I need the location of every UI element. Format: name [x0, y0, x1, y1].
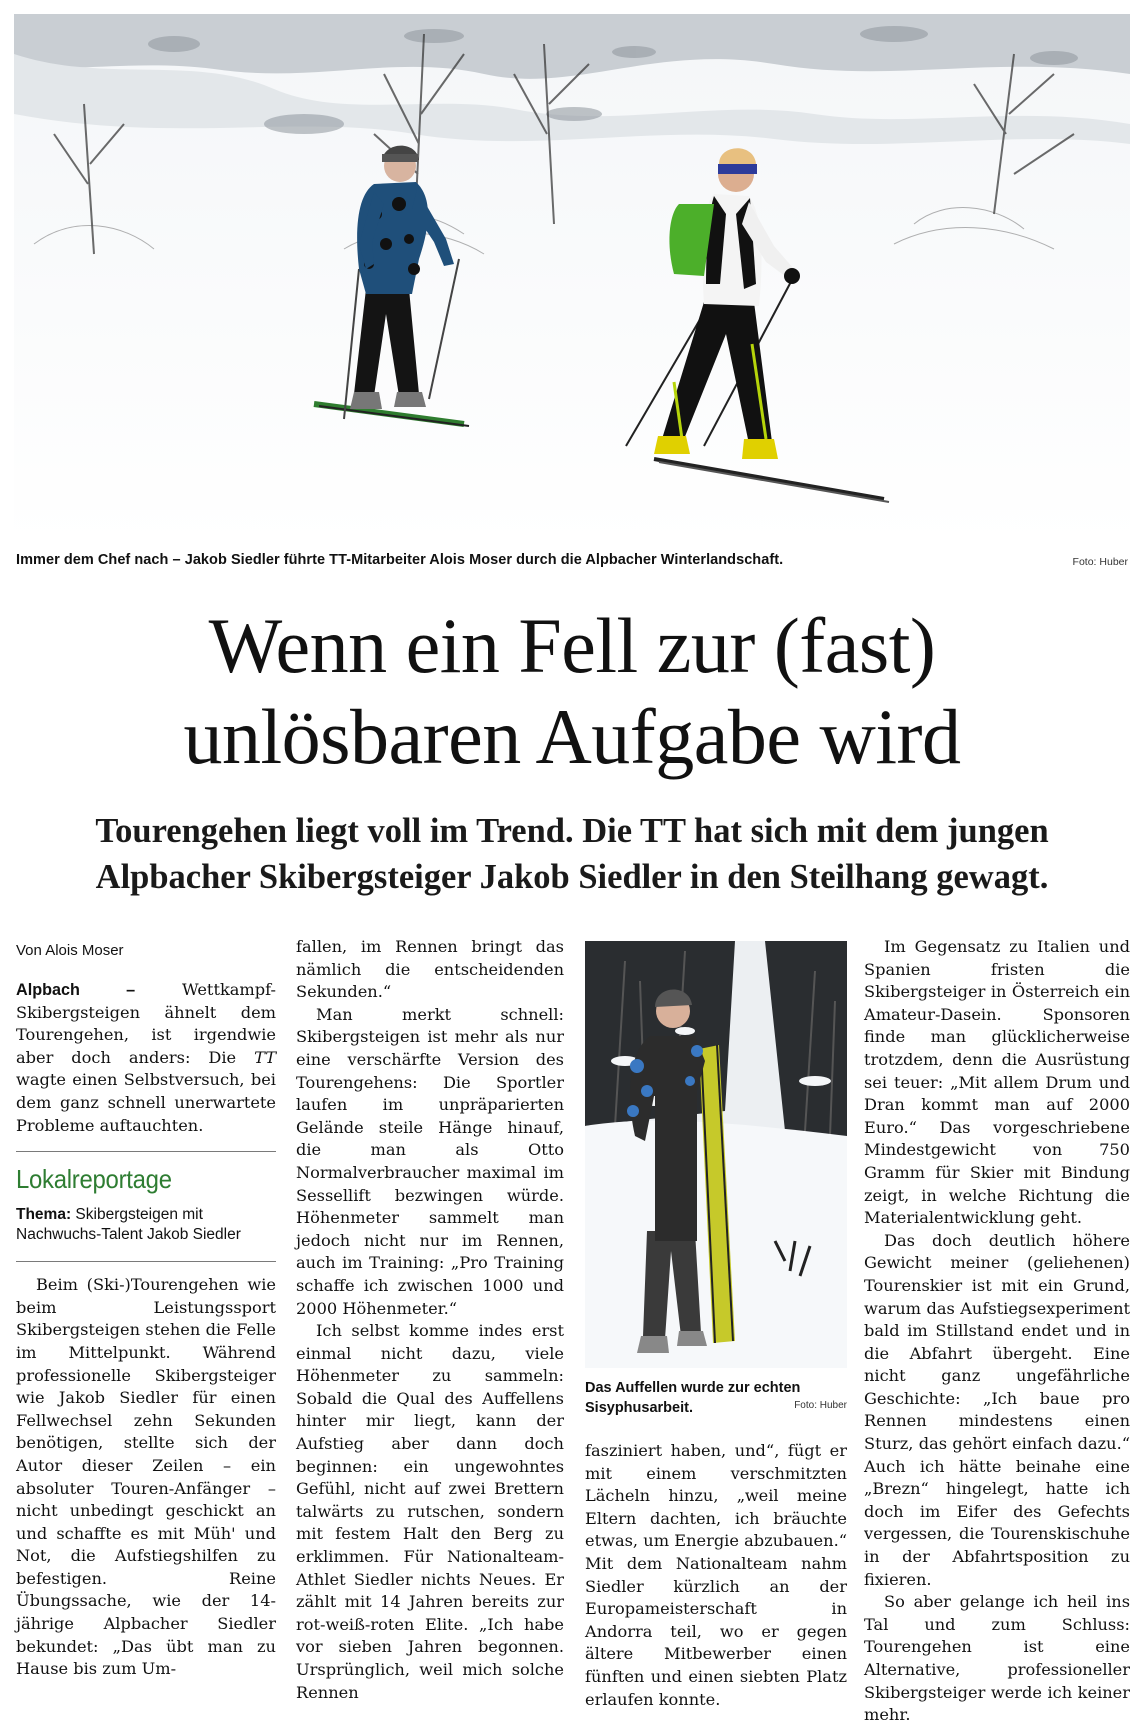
paragraph: Man merkt schnell: Skibergsteigen ist mehr als nur eine verschärfte Version des Tourengehens: Die Sportler laufen im unpräparierten Gelände steile Hänge hinauf, die man als Otto Normalverbraucher maximal im Sessellift bezwingen würde. Höhenmeter sammelt man jedoch nicht nur im Rennen, auch im Training: „Pro Training schaffe ich zwischen 1000 und 2000 Höhenmeter.“ — [296, 1004, 564, 1318]
paragraph: So aber gelange ich heil ins Tal und zum Schluss: Tourengehen ist eine Alternative, professioneller Skibergsteiger werde ich keiner mehr. — [864, 1592, 1130, 1725]
divider — [16, 1261, 276, 1262]
top-photo-caption-row — [16, 552, 1128, 578]
side-photo-credit: Foto: Huber — [794, 1400, 847, 1411]
side-photo-caption: Das Auffellen wurde zur echten Sisyphusarbeit. — [585, 1380, 801, 1416]
dateline: Alpbach – — [16, 981, 136, 999]
lead-text-a: Wettkampf-Skibergsteigen ähnelt dem Tourengehen, ist irgendwie aber doch anders: Die — [16, 980, 276, 1067]
column-3 — [585, 941, 847, 1711]
lead-paragraph — [16, 979, 276, 1137]
top-photo-credit: Foto: Huber — [1072, 556, 1128, 568]
section-label: Lokalreportage — [16, 1164, 172, 1195]
side-photo-caption-block — [585, 1378, 847, 1418]
headline-line-2: unlösbaren Aufgabe wird — [183, 693, 961, 780]
subheadline-line-2: Alpbacher Skibergsteiger Jakob Siedler in den Steilhang gewagt. — [95, 858, 1049, 896]
paragraph: Im Gegensatz zu Italien und Spanien fristen die Skibergsteiger in Österreich ein Amateur-Dasein. Sponsoren finde man glücklicherweise trotzdem, denn die Ausrüstung sei teuer: „Mit allem Drum und Dran kommt man auf 2000 Euro.“ Das vorgeschriebene Mindestgewicht von 750 Gramm für Skier mit Bindung zeigt, in welche Richtung die Materialentwicklung geht. — [864, 937, 1130, 1228]
subheadline — [0, 808, 1144, 900]
body-column-4 — [864, 936, 1130, 1727]
paragraph: Ich selbst komme indes erst einmal nicht dazu, viele Höhenmeter zu sammeln: Sobald die Qual des Auffellens hinter mir liegt, kann der Aufstieg aber dann doch beginnen: ein ungewohntes Gefühl, nicht auf zwei Brettern talwärts zu rutschen, sondern mit festem Halt den Berg zu erklimmen. Für Nationalteam-Athlet Siedler nichts Neues. Er zählt mit 14 Jahren bereits zur rot-weiß-roten Elite. „Ich habe vor sieben Jahren begonnen. Ursprünglich, weil mich solche Rennen — [296, 1321, 564, 1702]
paragraph: fasziniert haben, und“, fügt er mit einem verschmitzten Lächeln hinzu, „weil meine Eltern dachten, ich bräuchte etwas, um Energie abzubauen.“ Mit dem Nationalteam nahm Siedler kürzlich an der Europameisterschaft in Andorra teil, wo er gegen ältere Mitbewerber einen fünften und einen siebten Platz erlaufen konnte. — [585, 1441, 847, 1709]
column-1 — [16, 941, 276, 1681]
column-4 — [864, 936, 1130, 1727]
headline — [0, 600, 1144, 782]
column-2 — [296, 936, 564, 1704]
topic-label: Thema: — [16, 1206, 72, 1224]
body-column-2 — [296, 936, 564, 1704]
byline: Von Alois Moser — [16, 942, 124, 959]
top-photo — [14, 14, 1130, 544]
body-column-1 — [16, 1274, 276, 1681]
headline-line-1: Wenn ein Fell zur (fast) — [208, 602, 936, 689]
subheadline-line-1: Tourengehen liegt voll im Trend. Die TT hat sich mit dem jungen — [95, 812, 1049, 850]
divider — [16, 1151, 276, 1152]
paragraph: fallen, im Rennen bringt das nämlich die entscheidenden Sekunden.“ — [296, 937, 564, 1002]
top-photo-caption: Immer dem Chef nach – Jakob Siedler führte TT-Mitarbeiter Alois Moser durch die Alpbacher Winterlandschaft. — [16, 552, 784, 568]
paragraph: Das doch deutlich höhere Gewicht meiner (geliehenen) Tourenskier ist mit ein Grund, warum das Aufstiegsexperiment bald im Stillstand endet und in die Abfahrt übergeht. Eine nicht ganz ungefährliche Geschichte: „Ich baue pro Rennen mindestens einen Sturz, das gehört einfach dazu.“ Auch ich hätte beinahe eine „Brezn“ hingelegt, hatte ich doch im Eifer des Gefechts vergessen, die Tourenskischuhe in der Abfahrtsposition zu fixieren. — [864, 1230, 1130, 1589]
topic-text: Skibergsteigen mit Nachwuchs-Talent Jakob Siedler — [16, 1206, 241, 1244]
body-column-3 — [585, 1440, 847, 1711]
paragraph: Beim (Ski-)Tourengehen wie beim Leistungssport Skibergsteigen stehen die Felle im Mittelpunkt. Während professionelle Skibergsteiger wie Jakob Siedler für einen Fellwechsel zehn Sekunden benötigen, stellte sich der Autor dieser Zeilen – ein absoluter Touren-Anfänger – nicht unbedingt geschickt an und schaffte es mit Müh' und Not, die Aufstiegshilfen zu befestigen. Reine Übungssache, wie der 14-jährige Alpbacher Siedler bekundet: „Das übt man zu Hause bis zum Um- — [16, 1275, 276, 1679]
side-photo — [585, 941, 847, 1368]
lead-text-em: TT — [254, 1047, 276, 1067]
lead-text-b: wagte einen Selbstversuch, bei dem ganz schnell unerwartete Probleme auftauchten. — [16, 1070, 276, 1135]
topic — [16, 1205, 276, 1245]
